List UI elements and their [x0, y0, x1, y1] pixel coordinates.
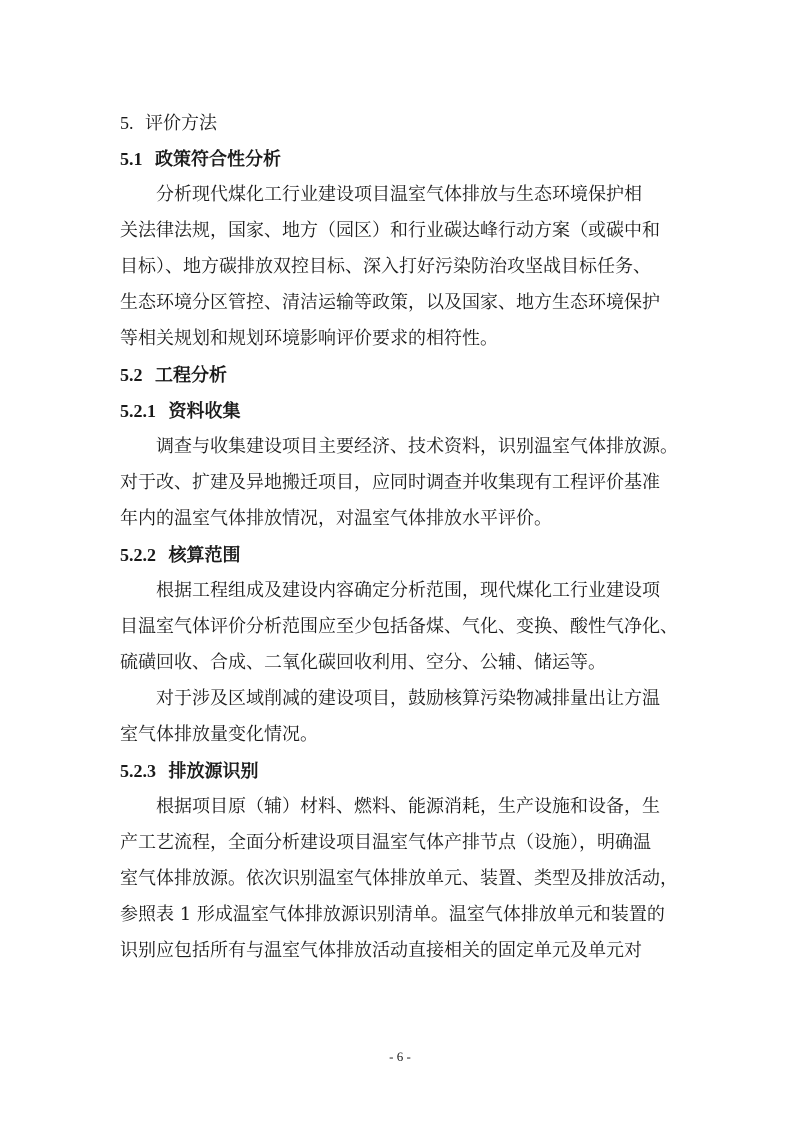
section-heading-5-2-1 — [120, 398, 241, 425]
paragraph-line: 关法律法规，国家、地方（园区）和行业碳达峰行动方案（或碳中和 — [120, 220, 660, 241]
section-heading-5-2-2 — [120, 542, 241, 569]
paragraph-line: 室气体排放源。依次识别温室气体排放单元、装置、类型及排放活动， — [120, 868, 678, 889]
paragraph-line: 室气体排放量变化情况。 — [120, 724, 318, 745]
paragraph-line: 对于涉及区域削减的建设项目，鼓励核算污染物减排量出让方温 — [156, 688, 660, 709]
section-number: 5.2.1 — [120, 401, 156, 421]
paragraph-line: 硫磺回收、合成、二氧化碳回收利用、空分、公辅、储运等。 — [120, 652, 606, 673]
section-heading-5-2-3 — [120, 758, 259, 785]
paragraph-line: 等相关规划和规划环境影响评价要求的相符性。 — [120, 328, 498, 349]
section-number: 5.2.2 — [120, 545, 156, 565]
paragraph-line: 目标）、地方碳排放双控目标、深入打好污染防治攻坚战目标任务、 — [120, 256, 651, 277]
section-heading-5 — [120, 110, 217, 137]
section-title: 评价方法 — [144, 113, 217, 134]
paragraph-line: 生态环境分区管控、清洁运输等政策，以及国家、地方生态环境保护 — [120, 292, 660, 313]
section-heading-5-1 — [120, 146, 281, 173]
section-title: 核算范围 — [168, 545, 241, 566]
section-title: 工程分析 — [155, 365, 228, 386]
page-number: - 6 - — [389, 1049, 411, 1064]
paragraph-line: 调查与收集建设项目主要经济、技术资料，识别温室气体排放源。 — [156, 436, 678, 457]
section-title: 政策符合性分析 — [155, 149, 282, 170]
section-number: 5.2.3 — [120, 761, 156, 781]
section-number: 5. — [120, 113, 134, 133]
section-number: 5.1 — [120, 149, 143, 169]
paragraph-line: 参照表 1 形成温室气体排放源识别清单。温室气体排放单元和装置的 — [120, 904, 665, 925]
section-title: 资料收集 — [168, 401, 241, 422]
paragraph-line: 根据项目原（辅）材料、燃料、能源消耗，生产设施和设备，生 — [156, 796, 660, 817]
section-number: 5.2 — [120, 365, 143, 385]
paragraph-line: 识别应包括所有与温室气体排放活动直接相关的固定单元及单元对 — [120, 940, 642, 961]
paragraph-line: 目温室气体评价分析范围应至少包括备煤、气化、变换、酸性气净化、 — [120, 616, 678, 637]
paragraph-line: 年内的温室气体排放情况，对温室气体排放水平评价。 — [120, 508, 552, 529]
section-title: 排放源识别 — [168, 761, 259, 782]
section-heading-5-2 — [120, 362, 227, 389]
paragraph-line: 对于改、扩建及异地搬迁项目，应同时调查并收集现有工程评价基准 — [120, 472, 660, 493]
paragraph-line: 根据工程组成及建设内容确定分析范围，现代煤化工行业建设项 — [156, 580, 660, 601]
paragraph-line: 产工艺流程，全面分析建设项目温室气体产排节点（设施），明确温 — [120, 832, 651, 853]
paragraph-line: 分析现代煤化工行业建设项目温室气体排放与生态环境保护相 — [156, 184, 642, 205]
